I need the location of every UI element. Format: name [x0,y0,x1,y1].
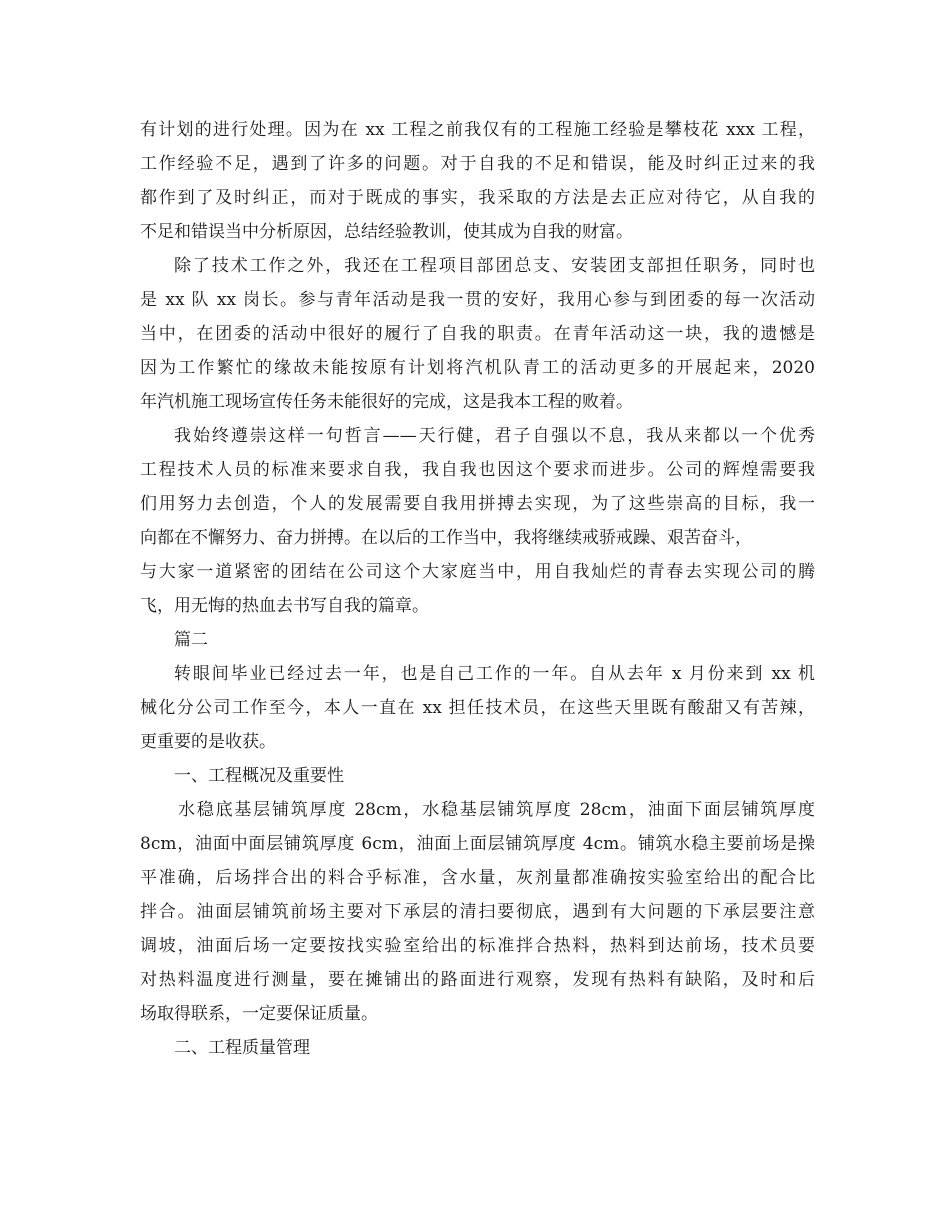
text-line: 械化分公司工作至今，本人一直在 xx 担任技术员，在这些天里既有酸甜又有苦辣， [140,698,815,718]
text-line: 场取得联系，一定要保证质量。 [140,1004,378,1024]
paragraph-start: 转眼间毕业已经过去一年，也是自己工作的一年。自从去年 x 月份来到 xx 机 [174,664,815,684]
text-line: 工程技术人员的标准来要求自我，我自我也因这个要求而进步。公司的辉煌需要我 [140,460,815,480]
paragraph-start: 水稳底基层铺筑厚度 28cm，水稳基层铺筑厚度 28cm，油面下面层铺筑厚度 [178,800,815,820]
paragraph-start: 我始终遵崇这样一句哲言——天行健，君子自强以不息，我从来都以一个优秀 [174,426,815,446]
section-heading: 篇二 [174,630,208,650]
text-line: 与大家一道紧密的团结在公司这个大家庭当中，用自我灿烂的青春去实现公司的腾 [140,562,815,582]
text-line: 拌合。油面层铺筑前场主要对下承层的清扫要彻底，遇到有大问题的下承层要注意 [140,902,815,922]
text-line: 飞，用无悔的热血去书写自我的篇章。 [140,596,429,616]
section-heading: 二、工程质量管理 [174,1038,310,1058]
text-line: 们用努力去创造，个人的发展需要自我用拼搏去实现，为了这些崇高的目标，我一 [140,494,815,514]
text-line: 平准确，后场拌合出的料合乎标准，含水量，灰剂量都准确按实验室给出的配合比 [140,868,815,888]
text-line: 更重要的是收获。 [140,732,276,752]
text-line: 调坡，油面后场一定要按找实验室给出的标准拌合热料，热料到达前场，技术员要 [140,936,815,956]
text-line: 都作到了及时纠正，而对于既成的事实，我采取的方法是去正应对待它，从自我的 [140,188,815,208]
text-line: 8cm，油面中面层铺筑厚度 6cm，油面上面层铺筑厚度 4cm。铺筑水稳主要前场是操 [140,834,815,854]
text-line: 当中，在团委的活动中很好的履行了自我的职责。在青年活动这一块，我的遗憾是 [140,324,815,344]
text-line: 年汽机施工现场宣传任务未能很好的完成，这是我本工程的败着。 [140,392,633,412]
text-line: 向都在不懈努力、奋力拼搏。在以后的工作当中，我将继续戒骄戒躁、艰苦奋斗， [140,528,752,548]
paragraph-start: 除了技术工作之外，我还在工程项目部团总支、安装团支部担任职务，同时也 [174,256,815,276]
text-line: 对热料温度进行测量，要在摊铺出的路面进行观察，发现有热料有缺陷，及时和后 [140,970,815,990]
section-heading: 一、工程概况及重要性 [174,766,344,786]
text-line: 工作经验不足，遇到了许多的问题。对于自我的不足和错误，能及时纠正过来的我 [140,154,815,174]
text-line: 不足和错误当中分析原因，总结经验教训，使其成为自我的财富。 [140,222,633,242]
document-body [140,113,815,1065]
text-line: 因为工作繁忙的缘故未能按原有计划将汽机队青工的活动更多的开展起来，2020 [140,358,815,378]
text-line: 有计划的进行处理。因为在 xx 工程之前我仅有的工程施工经验是攀枝花 xxx 工程， [140,120,815,140]
text-line: 是 xx 队 xx 岗长。参与青年活动是我一贯的安好，我用心参与到团委的每一次活动 [140,290,815,310]
